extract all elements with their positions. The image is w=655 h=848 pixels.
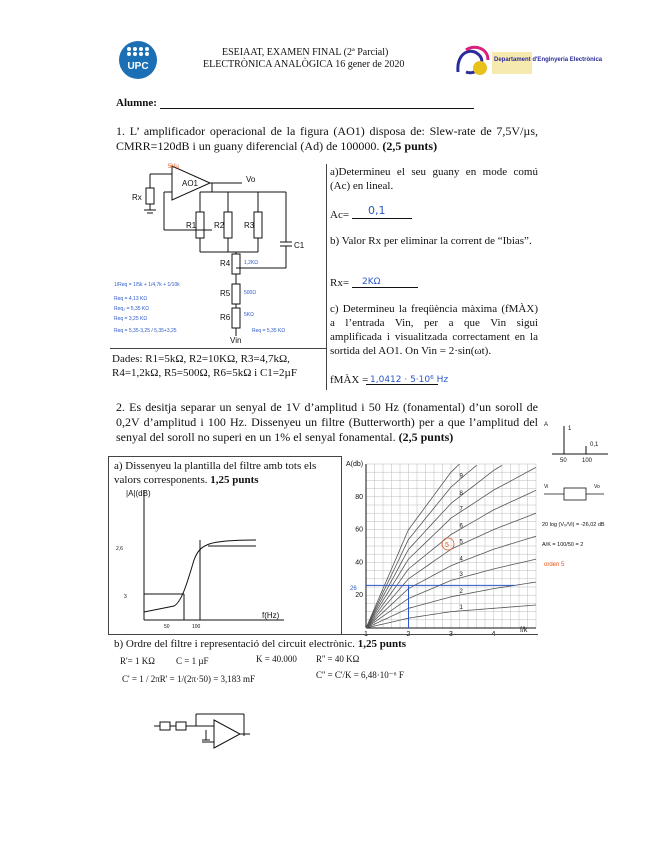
template-y-lo: 3 (124, 594, 127, 600)
q2-b-text: b) Ordre del filtre i representació del circuit electrònic. 1,25 punts (114, 638, 407, 650)
hw-out-label: Vo (594, 484, 600, 490)
chart-ytick-label: 60 (355, 526, 363, 534)
chart-ytick-label: 40 (355, 559, 363, 567)
hw-calc-5: Req = 5,35·3,25 / 5,35+3,25 (114, 328, 177, 334)
template-ylabel: |A|(dB) (126, 489, 151, 498)
hw-b-l1b: C = 1 µF (176, 656, 209, 666)
q2-hw-right-notes (540, 478, 636, 588)
upc-logo-text: UPC (127, 61, 149, 72)
hw-spectrum-axis: A (544, 422, 549, 428)
q1-b-text: b) Valor Rx per eliminar la corrent de “Ibias”. (330, 235, 532, 247)
rx-label: Rx (132, 193, 142, 202)
department-logo (452, 42, 603, 82)
q1-statement: 1. L’ amplificador operacional de la figura (AO1) disposa de: Slew-rate de 7,5V/µs, CMRR=120dB i un guany diferencial (Ad) de 100000. (2,5 punts) (116, 124, 538, 153)
header-line1: ESEIAAT, EXAMEN FINAL (2ª Parcial) (222, 47, 389, 58)
template-x2: 100 (192, 624, 201, 630)
vo-label: Vo (246, 175, 256, 184)
q1-b-answer-line (352, 287, 418, 288)
q1-c-answer: 1,0412 · 5·10⁶ Hz (370, 375, 449, 385)
q1-a-answer: 0,1 (368, 204, 386, 217)
butterworth-chart (344, 456, 540, 638)
q1-a-text: a)Determineu el seu guany en mode comú (Ac) en lineal. (330, 166, 538, 192)
q1-a-answer-line (352, 218, 412, 219)
chart-series-label: 3 (459, 572, 463, 579)
q1-c-label: fMÀX = (330, 374, 369, 386)
hw-r6-value: 5KΩ (244, 312, 254, 318)
vin-label: Vin (230, 336, 242, 345)
chart-series-label: 4 (459, 556, 463, 563)
department-logo-text: Departament d'Enginyeria Electrònica (494, 57, 603, 63)
hw-b-l2b: C'' = C'/K = 6,48·10⁻⁶ F (316, 670, 404, 680)
chart-series-label: 6 (459, 523, 463, 530)
q1-column-divider (326, 164, 327, 390)
chart-ytick-label: 20 (355, 592, 363, 600)
hw-spectrum-amp1: 1 (568, 426, 572, 432)
chart-xlabel: f/k (520, 627, 528, 634)
hw-calc-2: Req = 4,13 KΩ (114, 296, 148, 302)
header-line2: ELECTRÒNICA ANALÒGICA 16 gener de 2020 (203, 59, 405, 70)
q2-b-divider (108, 634, 538, 635)
chart-xtick-label: 4 (491, 631, 496, 638)
chart-xtick-label: 1 (364, 631, 368, 638)
hw-calc-6: Req = 5,35 KΩ (252, 328, 286, 334)
hw-r5-value: 500Ω (244, 290, 257, 296)
chart-hw-26: 26 (350, 586, 357, 592)
chart-ylabel: A(db) (346, 461, 364, 468)
q2-b-circuit-sketch (152, 712, 252, 754)
q2-filter-template (112, 484, 288, 630)
r3-label: R3 (244, 221, 255, 230)
hw-spectrum-amp2: 0,1 (590, 442, 599, 448)
r5-label: R5 (220, 289, 231, 298)
r1-label: R1 (186, 221, 197, 230)
r2-label: R2 (214, 221, 225, 230)
hw-b-l2a: C' = 1 / 2πR' = 1/(2π·50) = 3,183 mF (122, 674, 256, 684)
chart-series-label: 9 (459, 473, 463, 480)
hw-b-l1c: K = 40.000 (256, 654, 297, 664)
hw-eq3: orden 5 (544, 562, 565, 568)
hw-in-label: Vi (544, 484, 549, 490)
template-x1: 50 (164, 624, 170, 630)
ao-label: AO1 (182, 179, 199, 188)
r4-label: R4 (220, 259, 231, 268)
chart-series-label: 1 (459, 604, 463, 611)
student-label: Alumne: (116, 97, 157, 109)
hw-supply-note: 5Vμ (168, 164, 179, 170)
template-y-hi: 2,6 (116, 546, 123, 552)
q1-b-answer: 2KΩ (362, 277, 381, 287)
q1-diagram-frame (110, 164, 327, 349)
chart-xtick-label: 2 (406, 631, 411, 638)
q1-b-label: Rx= (330, 277, 350, 289)
student-name-line (160, 108, 474, 109)
hw-eq1: 20 log (V₀/Vi) = -26,02 dB (542, 522, 605, 528)
template-xlabel: f(Hz) (262, 611, 280, 620)
q2-hw-spectrum-sketch (542, 416, 612, 462)
chart-ytick-label: 80 (355, 493, 363, 501)
hw-b-l1d: R'' = 40 KΩ (316, 654, 360, 664)
hw-calc-4: Req = 3,25 KΩ (114, 316, 148, 322)
hw-calc-3: Req₂ = 5,35 KΩ (114, 306, 150, 312)
chart-circled-label: 5 (445, 542, 449, 549)
q1-c-text: c) Determineu la freqüència màxima (fMÀX) a l’entrada Vin, per a que Vin sigui amplificada i visualitzada correctament en la sortida del AO1. On Vin = 2·sin(ωt). (330, 303, 538, 357)
chart-series-label: 8 (459, 490, 463, 497)
hw-r4-value: 1,2KΩ (244, 260, 259, 266)
hw-calc-1: 1/Req = 1/5k + 1/4,7k + 1/10k (114, 282, 180, 288)
q1-given-data: Dades: R1=5kΩ, R2=10KΩ, R3=4,7kΩ, R4=1,2kΩ, R5=500Ω, R6=5kΩ i C1=2µF (112, 353, 297, 379)
chart-series-label: 2 (459, 589, 463, 596)
hw-b-l1a: R'= 1 KΩ (120, 656, 155, 666)
q2-statement: 2. Es desitja separar un senyal de 1V d’amplitud i 50 Hz (fonamental) d’un soroll de 0,2V d’amplitud i 100 Hz. Dissenyeu un filtre (Butterworth) per a que l’amplitud del senyal del soroll no superi en un 1% el senyal fonamental. (2,5 punts) (116, 400, 538, 444)
hw-spectrum-f2: 100 (582, 458, 593, 464)
chart-xtick-label: 3 (449, 631, 453, 638)
hw-eq2: A/K = 100/50 = 2 (542, 542, 584, 548)
chart-series-label: 7 (459, 506, 463, 513)
c1-label: C1 (294, 241, 305, 250)
upc-logo (118, 40, 158, 80)
q1-a-label: Ac= (330, 209, 350, 221)
chart-series-label: 5 (459, 539, 463, 546)
r6-label: R6 (220, 313, 231, 322)
hw-spectrum-f1: 50 (560, 458, 567, 464)
q2-a-text: a) Dissenyeu la plantilla del filtre amb tots els valors corresponents. 1,25 punts (114, 460, 317, 486)
